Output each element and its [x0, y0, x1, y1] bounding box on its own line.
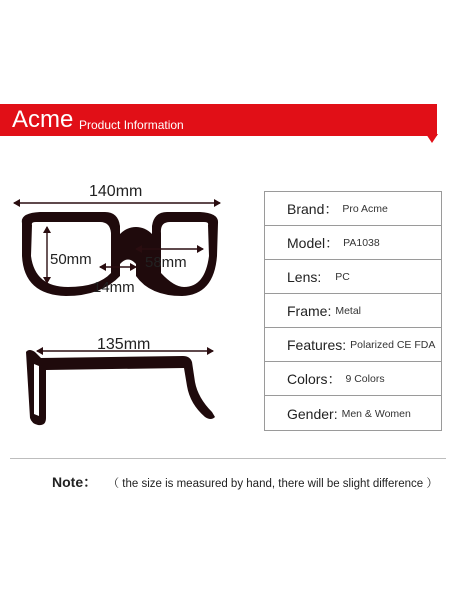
- spec-row-gender: [265, 396, 441, 431]
- brand-logo-text: Acme: [12, 106, 74, 133]
- spec-label: Lens:: [287, 268, 322, 285]
- spec-value: Men & Women: [341, 407, 411, 420]
- spec-row-frame: [265, 294, 441, 328]
- spec-value: Pro Acme: [342, 202, 388, 215]
- side-frame-shape: [26, 350, 215, 425]
- lens-width-label: 58mm: [145, 254, 187, 271]
- spec-label: Model：: [287, 234, 340, 251]
- spec-row-lens: [265, 260, 441, 294]
- spec-value: Metal: [335, 304, 362, 317]
- divider-line: [10, 458, 446, 459]
- lens-height-label: 50mm: [50, 251, 92, 268]
- frame-width-label: 140mm: [89, 183, 143, 200]
- temple-length-label: 135mm: [97, 336, 151, 353]
- spec-label: Colors：: [287, 370, 342, 387]
- spec-row-brand: [265, 192, 441, 226]
- spec-row-colors: [265, 362, 441, 396]
- spec-row-model: [265, 226, 441, 260]
- spec-row-features: [265, 328, 441, 362]
- side-lens-highlight: [34, 364, 39, 416]
- spec-value: PA1038: [343, 236, 380, 249]
- side-view-glasses: [26, 350, 215, 425]
- spec-label: Brand：: [287, 200, 339, 217]
- spec-table: [264, 191, 442, 431]
- spec-value: Polarized CE FDA: [350, 338, 436, 351]
- note-label: Note：: [52, 474, 98, 490]
- note-line: [52, 472, 438, 492]
- spec-label: Gender:: [287, 405, 338, 422]
- spec-value: PC: [335, 270, 350, 283]
- bridge-width-label: 14mm: [93, 279, 135, 296]
- spec-value: 9 Colors: [345, 372, 385, 385]
- header-subtitle: Product Information: [79, 118, 184, 132]
- spec-label: Features:: [287, 336, 347, 353]
- spec-label: Frame:: [287, 302, 332, 319]
- note-text: （ the size is measured by hand, there will be slight difference ）: [107, 478, 438, 490]
